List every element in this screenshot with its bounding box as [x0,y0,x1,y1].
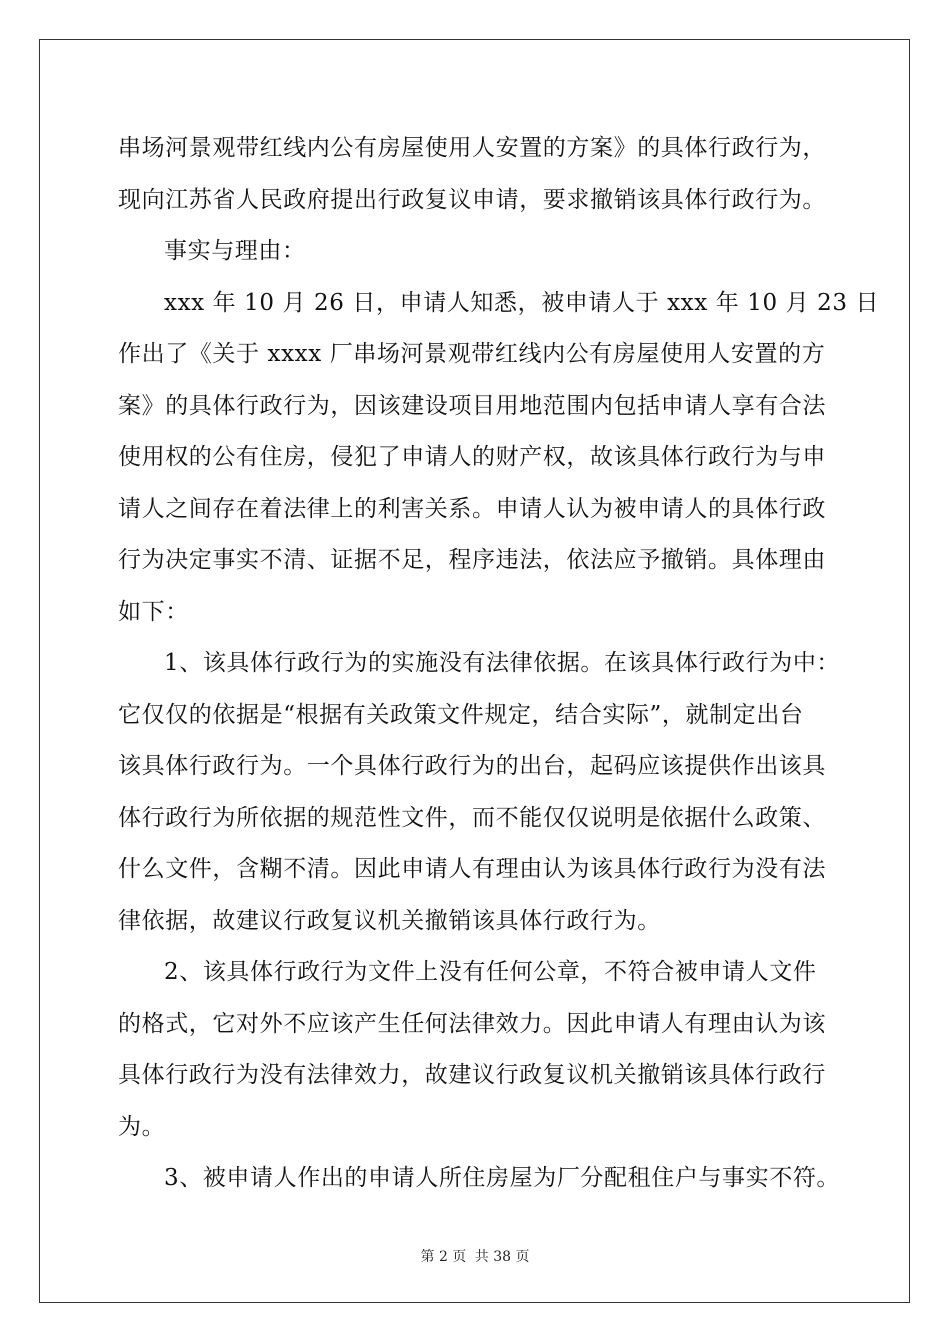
text-line: 如下： [118,599,189,625]
text-line: 具体行政行为没有法律效力，故建议行政复议机关撤销该具体行政行 [118,1062,826,1088]
text-line: 什么文件，含糊不清。因此申请人有理由认为该具体行政行为没有法 [118,856,826,882]
text-line: 请人之间存在着法律上的利害关系。申请人认为被申请人的具体行政 [118,496,826,522]
text-line: 它仅仅的依据是“根据有关政策文件规定，结合实际”，就制定出台 [118,702,804,728]
text-line: 体行政行为所依据的规范性文件，而不能仅仅说明是依据什么政策、 [118,805,826,831]
text-line: 现向江苏省人民政府提出行政复议申请，要求撤销该具体行政行为。 [118,187,826,213]
text-line: 的格式，它对外不应该产生任何法律效力。因此申请人有理由认为该 [118,1011,826,1037]
page-number: 第 2 页 [420,1249,467,1265]
text-line: 3、被申请人作出的申请人所住房屋为厂分配租住户与事实不符。 [164,1165,841,1191]
text-line: 串场河景观带红线内公有房屋使用人安置的方案》的具体行政行为， [118,135,826,161]
page-footer [0,1248,950,1266]
text-line: 该具体行政行为。一个具体行政行为的出台，起码应该提供作出该具 [118,753,826,779]
text-line: 使用权的公有住房，侵犯了申请人的财产权，故该具体行政行为与申 [118,444,826,470]
section-heading: 事实与理由： [164,238,306,264]
text-line: 案》的具体行政行为，因该建设项目用地范围内包括申请人享有合法 [118,393,826,419]
text-line: 行为决定事实不清、证据不足，程序违法，依法应予撤销。具体理由 [118,547,826,573]
text-line: xxx 年 10 月 26 日，申请人知悉，被申请人于 xxx 年 10 月 23 日 [164,290,880,316]
text-line: 作出了《关于 xxxx 厂串场河景观带红线内公有房屋使用人安置的方 [118,341,826,367]
text-line: 1、该具体行政行为的实施没有法律依据。在该具体行政行为中： [164,650,841,676]
text-line: 2、该具体行政行为文件上没有任何公章，不符合被申请人文件 [164,959,817,985]
text-line: 律依据，故建议行政复议机关撤销该具体行政行为。 [118,908,661,934]
text-line: 为。 [118,1114,166,1140]
page-total: 共 38 页 [474,1249,530,1265]
